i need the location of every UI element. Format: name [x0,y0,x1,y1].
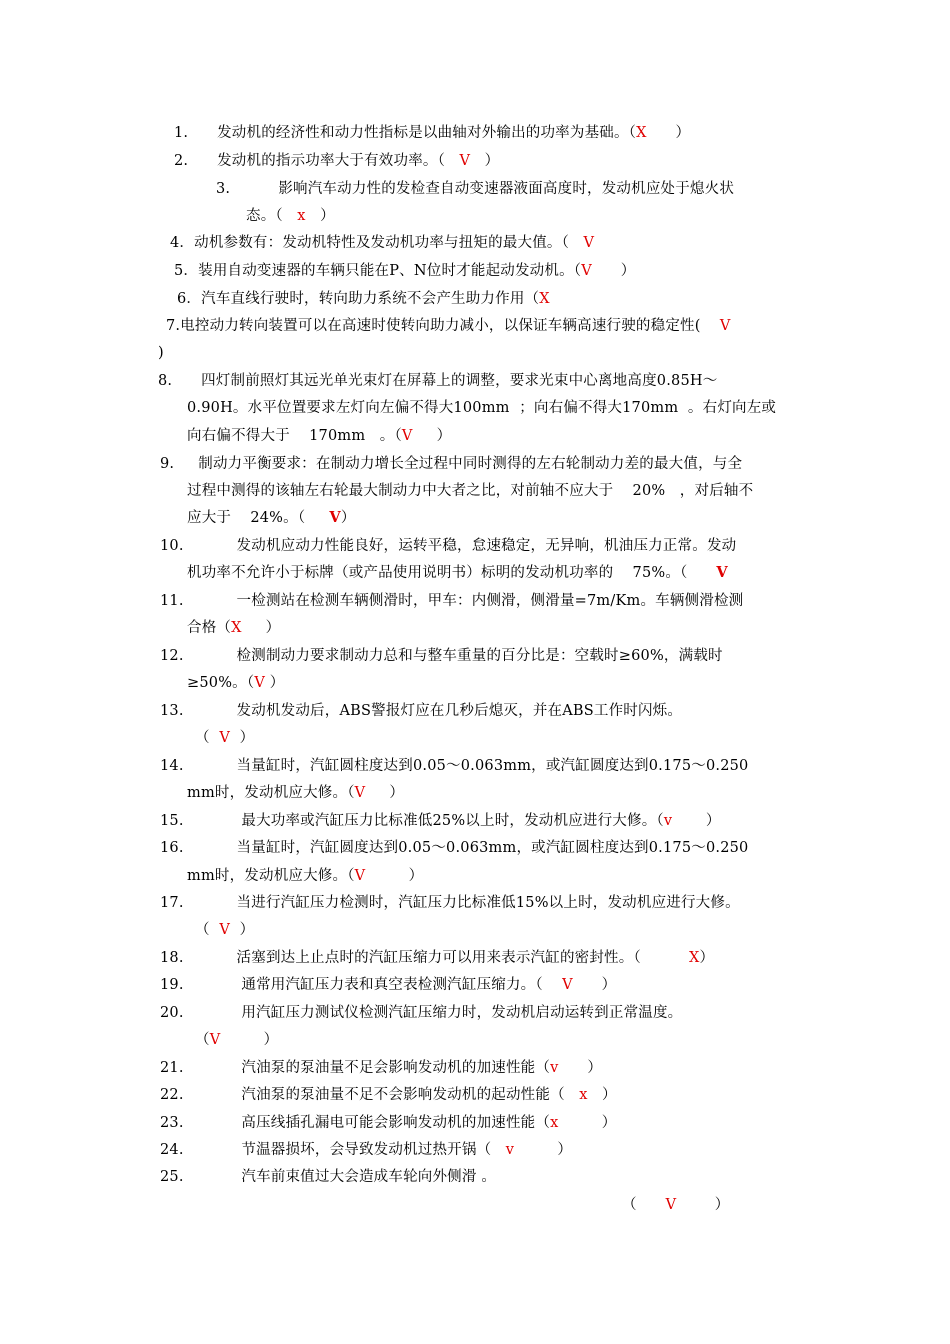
item-3-cont: 态。（ x ） [246,208,335,224]
item-23: 23. 高压线插孔漏电可能会影响发动机的加速性能（x ） [160,1115,617,1131]
item-13: 13. 发动机发动后，ABS警报灯应在几秒后熄灭，并在ABS工作时闪烁。 [160,703,683,719]
item-9-cont-2: 应大于 24%。（ V） [187,509,356,526]
item-25-cont: （ V ） [622,1197,730,1213]
item-3: 3. 影响汽车动力性的发检查自动变速器液面高度时，发动机应处于熄火状 [216,181,735,197]
item-20: 20. 用汽缸压力测试仪检测汽缸压缩力时，发动机启动运转到正常温度。 [160,1005,683,1021]
answer-mark: V [665,1197,677,1213]
item-8-cont-2: 向右偏不得大于 170mm 。（V ） [187,428,452,444]
answer-mark: v [663,813,673,829]
answer-mark: V [209,1032,221,1048]
item-13-cont: （ V ） [195,730,255,746]
answer-mark: V [354,785,366,801]
item-20-cont: （V ） [195,1032,279,1048]
item-12: 12. 检测制动力要求制动力总和与整车重量的百分比是：空载时≥60%，满载时 [160,648,723,664]
answer-mark: V [401,428,413,444]
item-8-cont-1: 0.90H。水平位置要求左灯向左偏不得大100mm ；向右偏不得大170mm 。右灯向左或 [187,400,777,416]
item-8: 8. 四灯制前照灯其远光单光束灯在屏幕上的调整，要求光束中心离地高度0.85H～ [158,373,718,389]
answer-mark: X [689,950,700,966]
item-11-cont: 合格（X ） [187,620,281,636]
item-22: 22. 汽油泵的泵油量不足不会影响发动机的起动性能（ x ） [160,1087,617,1103]
item-6: 6．汽车直线行驶时，转向助力系统不会产生助力作用（X [177,291,550,307]
item-9: 9. 制动力平衡要求：在制动力增长全过程中同时测得的左右轮制动力差的最大值，与全 [160,456,743,472]
answer-mark: X [636,125,647,141]
item-14: 14. 当量缸时，汽缸圆柱度达到0.05～0.063mm，或汽缸圆度达到0.175～0.250 [160,758,749,774]
answer-mark: V [719,318,731,334]
answer-mark: X [539,291,550,307]
item-19: 19. 通常用汽缸压力表和真空表检测汽缸压缩力。（ V ） [160,977,617,993]
item-10-cont: 机功率不允许小于标牌（或产品使用说明书）标明的发动机功率的 75%。（ V [187,564,728,581]
item-2: 2. 发动机的指示功率大于有效功率。（ V ） [174,153,500,169]
answer-mark: V [716,564,728,581]
answer-mark: V [219,922,230,938]
item-17: 17. 当进行汽缸压力检测时，汽缸压力比标准低15%以上时，发动机应进行大修。 [160,895,740,911]
answer-mark: x [550,1115,559,1131]
item-14-cont: mm时，发动机应大修。（V ） [187,785,405,801]
answer-mark: V [329,509,341,526]
answer-mark: v [550,1060,559,1076]
answer-mark: V [219,730,230,746]
item-11: 11. 一检测站在检测车辆侧滑时，甲车：内侧滑，侧滑量=7m/Km。车辆侧滑检测 [160,593,744,609]
item-7: 7.电控动力转向装置可以在高速时使转向助力减小，以保证车辆高速行驶的稳定性( V [166,318,731,334]
answer-mark: x [579,1087,588,1103]
item-21: 21. 汽油泵的泵油量不足会影响发动机的加速性能（v ） [160,1060,603,1076]
answer-mark: V [459,153,471,169]
item-12-cont: ≥50%。（V ） [187,675,285,691]
item-24: 24. 节温器损坏，会导致发动机过热开锅（ v ） [160,1142,573,1158]
item-1: 1. 发动机的经济性和动力性指标是以曲轴对外输出的功率为基础。（X ） [174,125,691,141]
answer-mark: V [583,235,595,251]
item-15: 15. 最大功率或汽缸压力比标准低25%以上时，发动机应进行大修。（v ） [160,813,721,829]
item-4: 4．动机参数有：发动机特性及发动机功率与扭矩的最大值。（ V [170,235,595,251]
item-16: 16. 当量缸时，汽缸圆度达到0.05～0.063mm，或汽缸圆柱度达到0.175～0.250 [160,840,749,856]
item-5: 5．装用自动变速器的车辆只能在P、N位时才能起动发动机。（V ） [174,263,636,279]
answer-mark: V [562,977,573,993]
answer-mark: V [254,675,265,691]
answer-mark: V [354,868,366,884]
answer-mark: v [505,1142,515,1158]
item-25: 25. 汽车前束值过大会造成车轮向外侧滑 。 [160,1169,497,1185]
item-7-cont: ) [158,345,164,361]
item-9-cont-1: 过程中测得的该轴左右轮最大制动力中大者之比，对前轴不应大于 20% ，对后轴不 [187,483,754,499]
answer-mark: V [581,263,592,279]
answer-mark: X [231,620,242,636]
item-10: 10. 发动机应动力性能良好，运转平稳，怠速稳定，无异响，机油压力正常。发动 [160,538,737,554]
item-16-cont: mm时，发动机应大修。（V ） [187,868,424,884]
item-17-cont: （ V ） [195,922,255,938]
item-18: 18. 活塞到达上止点时的汽缸压缩力可以用来表示汽缸的密封性。（ X） [160,950,715,966]
answer-mark: x [297,208,306,224]
